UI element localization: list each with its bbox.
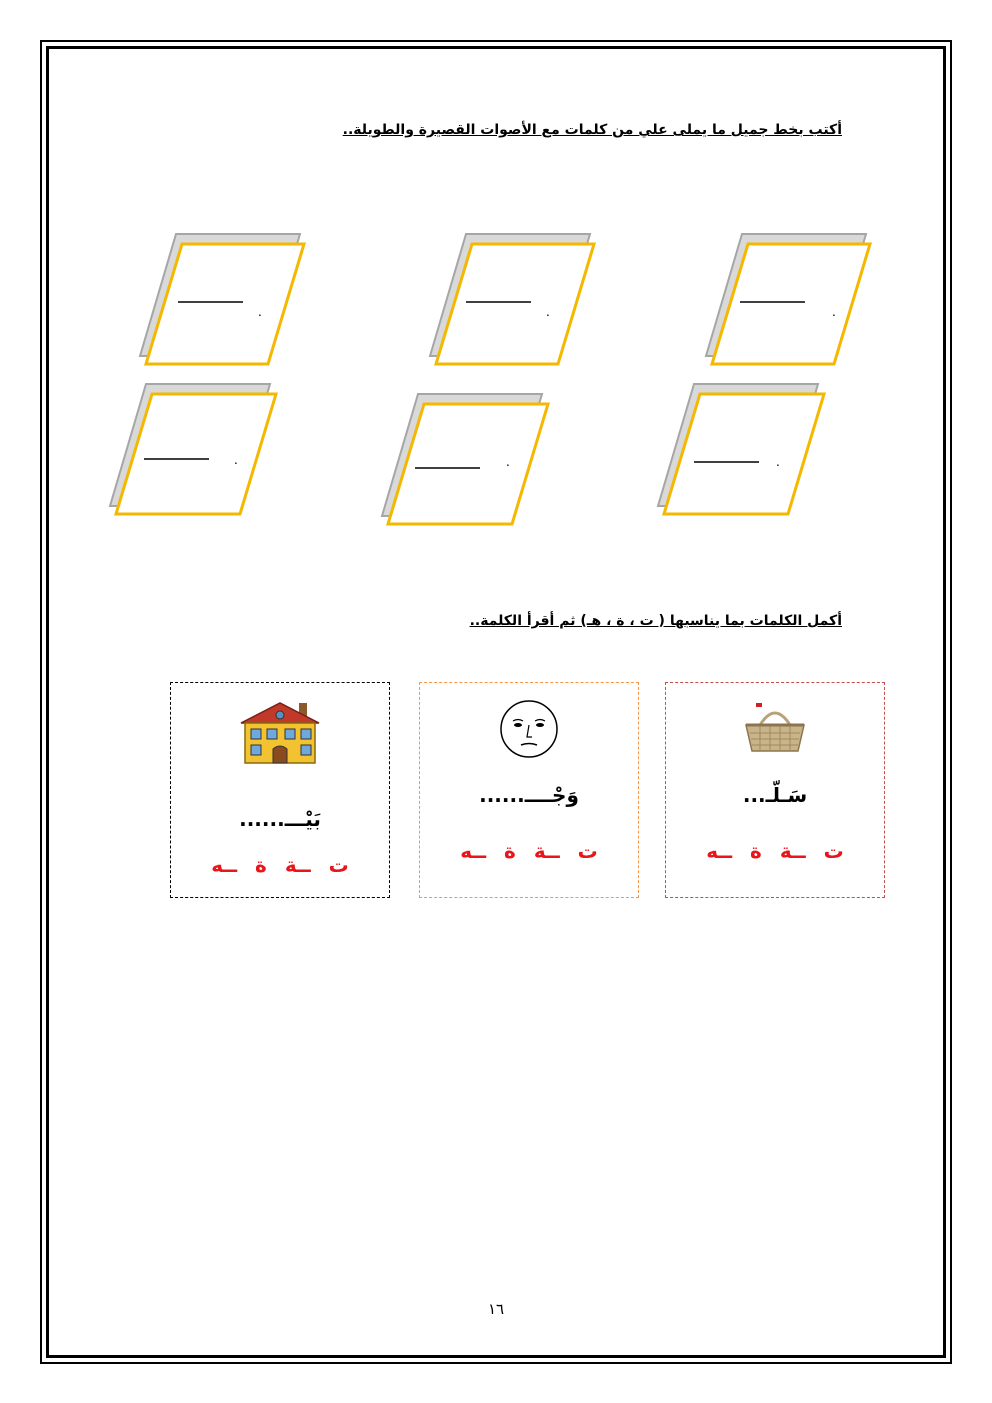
box-dot: . [234, 453, 238, 467]
letter-choice[interactable]: ة [750, 839, 762, 863]
instruction-complete-words: أكمل الكلمات بما يناسبها ( ت ، ة ، هـ) ثم أقرأ الكلمة.. [469, 613, 842, 629]
writing-boxes [0, 0, 992, 560]
incomplete-word: وَجْــــ...... [479, 783, 579, 807]
box-dot: . [506, 455, 510, 469]
letter-choices [420, 839, 638, 863]
word-card-house [170, 682, 390, 898]
writing-box[interactable] [430, 234, 594, 364]
writing-box[interactable] [140, 234, 304, 364]
letter-choice[interactable]: ــة [284, 853, 311, 877]
face-image [487, 699, 571, 763]
incomplete-word: بَيْـــ...... [239, 807, 321, 831]
letter-choice[interactable]: ــه [211, 853, 238, 877]
basket-image [740, 699, 810, 759]
writing-box[interactable] [382, 394, 548, 524]
letter-choice[interactable]: ت [328, 853, 349, 877]
writing-box[interactable] [706, 234, 870, 364]
letter-choice[interactable]: ة [255, 853, 267, 877]
letter-choice[interactable]: ة [504, 839, 516, 863]
letter-choice[interactable]: ت [823, 839, 844, 863]
page-number: ١٦ [487, 1300, 505, 1318]
letter-choice[interactable]: ت [577, 839, 598, 863]
box-dot: . [776, 455, 780, 469]
letter-choice[interactable]: ــه [460, 839, 487, 863]
incomplete-word: سَـلّـ... [742, 783, 808, 807]
word-card-basket [665, 682, 885, 898]
letter-choice[interactable]: ــه [706, 839, 733, 863]
letter-choices [666, 839, 884, 863]
instruction-dictation: أكتب بخط جميل ما يملى علي من كلمات مع الأصوات القصيرة والطويلة.. [342, 122, 842, 138]
writing-box[interactable] [658, 384, 824, 514]
letter-choices [171, 853, 389, 877]
letter-choice[interactable]: ــة [779, 839, 806, 863]
box-dot: . [258, 305, 262, 319]
letter-choice[interactable]: ــة [533, 839, 560, 863]
box-dot: . [832, 305, 836, 319]
word-card-face [419, 682, 639, 898]
writing-box[interactable] [110, 384, 276, 514]
house-image [235, 699, 325, 769]
box-dot: . [546, 305, 550, 319]
